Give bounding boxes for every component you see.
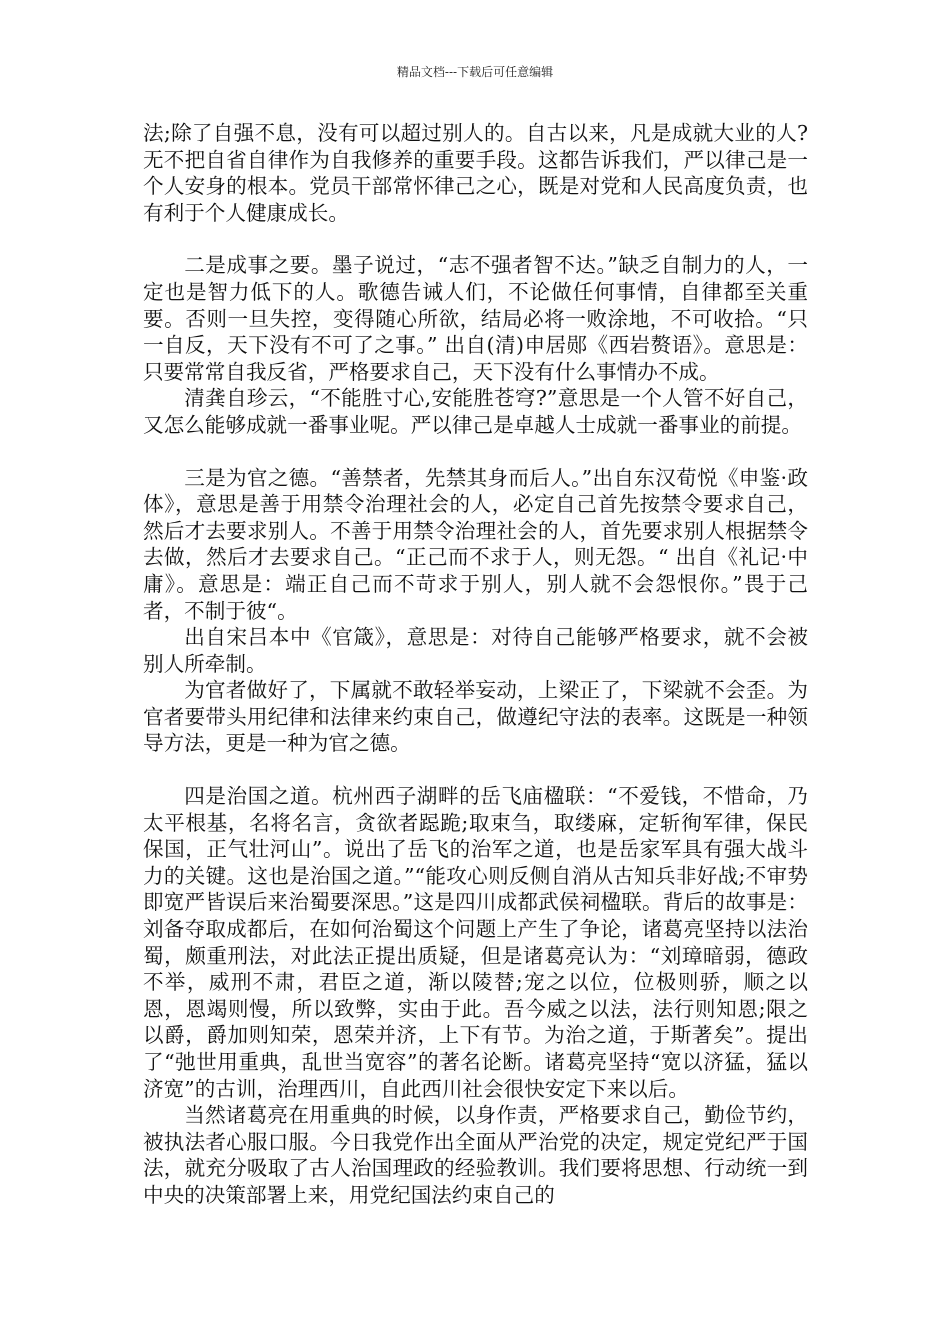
document-body (143, 120, 808, 1209)
paragraph-point-three: 三是为官之德。“善禁者，先禁其身而后人。”出自东汉荀悦《申鉴·政体》，意思是善于用禁令治理社会的人，必定自己首先按禁令要求自己，然后才去要求别人。不善于用禁令治理社会的人，首先要求别人根据禁令去做，然后才去要求自己。“正己而不求于人，则无怨。“ 出自《礼记·中庸》。意思是：端正自己而不苛求于别人，别人就不会怨恨你。”畏于己者，不制于彼“。 (143, 465, 808, 623)
paragraph-official-conduct: 为官者做好了，下属就不敢轻举妄动，上梁正了，下梁就不会歪。为官者要带头用纪律和法律来约束自己，做遵纪守法的表率。这既是一种领导方法，更是一种为官之德。 (143, 678, 808, 756)
page-header: 精品文档---下载后可任意编辑 (396, 65, 554, 79)
paragraph-point-four: 四是治国之道。杭州西子湖畔的岳飞庙楹联：“不爱钱，不惜命，乃太平根基，名将名言，贪欲者跽跪;取束刍，取缕麻，定斩徇军律，保民保国，正气壮河山”。说出了岳飞的治军之道，也是岳家军具有强大战斗力的关键。这也是治国之道。”“能攻心则反侧自消从古知兵非好战;不审势即宽严皆误后来治蜀要深思。”这是四川成都武侯祠楹联。背后的故事是：刘备夺取成都后，在如何治蜀这个问题上产生了争论，诸葛亮坚持以法治蜀，颇重刑法，对此法正提出质疑，但是诸葛亮认为：“刘璋暗弱，德政不举，威刑不肃，君臣之道，渐以陵替;宠之以位，位极则骄，顺之以恩，恩竭则慢，所以致弊，实由于此。吾今威之以法，法行则知恩;限之以爵，爵加则知荣，恩荣并济，上下有节。为治之道，于斯著矣”。提出了“弛世用重典，乱世当宽容”的著名论断。诸葛亮坚持“宽以济猛，猛以济宽”的古训，治理西川，自此西川社会很快安定下来以后。 (143, 784, 808, 1101)
paragraph-zhuge-liang: 当然诸葛亮在用重典的时候，以身作责，严格要求自己，勤俭节约，被执法者心服口服。今日我党作出全面从严治党的决定，规定党纪严于国法，就充分吸取了古人治国理政的经验教训。我们要将思想、行动统一到中央的决策部署上来，用党纪国法约束自己的 (143, 1103, 808, 1207)
paragraph-point-two: 二是成事之要。墨子说过，“志不强者智不达。”缺乏自制力的人，一定也是智力低下的人。歌德告诫人们，不论做任何事情，自律都至关重要。否则一旦失控，变得随心所欲，结局必将一败涂地，不可收拾。“只一自反，天下没有不可了之事。” 出自(清)申居郧《西岩赘语》。意思是：只要常常自我反省，严格要求自己，天下没有什么事情办不成。 (143, 253, 808, 384)
paragraph-guanzhen: 出自宋吕本中《官箴》，意思是：对待自己能够严格要求，就不会被别人所牵制。 (143, 625, 808, 676)
paragraph-gong-zizhen: 清龚自珍云，“不能胜寸心,安能胜苍穹?”意思是一个人管不好自己，又怎么能够成就一番事业呢。严以律己是卓越人士成就一番事业的前提。 (143, 386, 808, 437)
paragraph-continuation: 法;除了自强不息，没有可以超过别人的。自古以来，凡是成就大业的人?无不把自省自律作为自我修养的重要手段。这都告诉我们，严以律己是一个人安身的根本。党员干部常怀律己之心，既是对党和人民高度负责，也有利于个人健康成长。 (143, 121, 808, 225)
